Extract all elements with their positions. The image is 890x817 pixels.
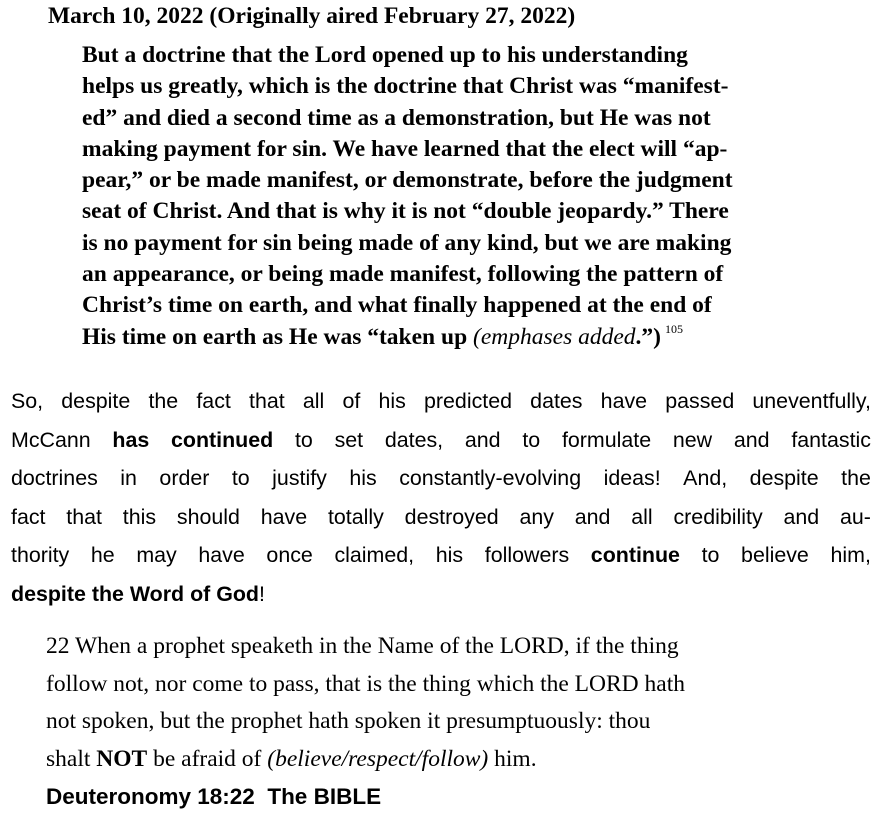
word: once bbox=[266, 543, 313, 568]
verse-text: him. bbox=[488, 745, 537, 772]
word: continue bbox=[590, 543, 680, 568]
word: followers bbox=[484, 543, 570, 568]
block-quote bbox=[82, 40, 862, 353]
word: the bbox=[841, 466, 871, 491]
word: this bbox=[122, 504, 157, 529]
word: And, bbox=[683, 466, 728, 491]
word: uneventfully, bbox=[752, 389, 871, 413]
quote-line: But a doctrine that the Lord opened up to his understanding bbox=[82, 42, 688, 68]
word: his bbox=[435, 543, 464, 568]
word: thority bbox=[11, 543, 70, 568]
word: totally bbox=[327, 504, 384, 529]
verse-text: shalt bbox=[46, 745, 97, 772]
word: So, bbox=[11, 389, 44, 413]
word: and bbox=[733, 427, 770, 452]
paragraph-line bbox=[11, 459, 871, 498]
word: to bbox=[294, 427, 313, 452]
quote-last-line bbox=[82, 322, 862, 353]
quote-line: Christ’s time on earth, and what finally happened at the end of bbox=[82, 292, 712, 319]
word: destroyed bbox=[404, 504, 499, 529]
word: fantastic bbox=[791, 427, 871, 452]
quote-line: making payment for sin. We have learned that the elect will “ap- bbox=[82, 135, 728, 162]
word: credibility bbox=[673, 504, 763, 529]
word: dates, bbox=[384, 427, 444, 452]
word: that bbox=[66, 504, 102, 529]
paragraph-line bbox=[11, 536, 871, 575]
verse-bold-not: NOT bbox=[96, 745, 148, 772]
word: any bbox=[519, 504, 554, 529]
paragraph-line bbox=[11, 421, 871, 460]
word: doctrines bbox=[11, 466, 98, 491]
exclamation: ! bbox=[258, 581, 265, 606]
word: have bbox=[600, 389, 648, 413]
quote-line: ed” and died a second time as a demonstration, but He was not bbox=[82, 104, 711, 131]
word: new bbox=[672, 427, 713, 452]
paragraph-line bbox=[11, 382, 871, 421]
word: formulate bbox=[561, 427, 652, 452]
quote-close: .”) bbox=[635, 323, 661, 350]
word: all bbox=[631, 504, 653, 529]
word: to bbox=[231, 466, 250, 491]
word: his bbox=[378, 389, 406, 413]
verse-line: 22 When a prophet speaketh in the Name of the LORD, if the thing bbox=[46, 633, 679, 659]
word: have bbox=[260, 504, 308, 529]
word: him, bbox=[830, 543, 871, 568]
paragraph-line bbox=[11, 575, 871, 614]
word: continued bbox=[171, 427, 274, 452]
word: of bbox=[342, 389, 361, 413]
verse-text: be afraid of bbox=[147, 745, 268, 772]
word: have bbox=[198, 543, 245, 568]
word: constantly-evolving bbox=[399, 466, 582, 491]
verse-line: follow not, nor come to pass, that is the thing which the LORD hath bbox=[46, 670, 685, 697]
quote-line: seat of Christ. And that is why it is not “double jeopardy.” There bbox=[82, 198, 729, 225]
word: dates bbox=[530, 389, 583, 413]
quote-line: is no payment for sin being made of any kind, but we are making bbox=[82, 229, 732, 256]
word: to bbox=[522, 427, 541, 452]
word: fact bbox=[11, 504, 46, 529]
bold-phrase: despite the Word of God bbox=[11, 581, 259, 606]
word: he bbox=[90, 543, 115, 568]
word: McCann bbox=[11, 427, 91, 452]
word: and bbox=[464, 427, 501, 452]
quote-line: helps us greatly, which is the doctrine that Christ was “manifest- bbox=[82, 73, 729, 100]
word: claimed, bbox=[334, 543, 415, 568]
word: despite bbox=[61, 389, 131, 413]
footnote-marker: 105 bbox=[665, 321, 683, 336]
body-paragraph bbox=[11, 382, 871, 614]
word: has bbox=[112, 427, 150, 452]
paragraph-line bbox=[11, 498, 871, 537]
verse-line bbox=[46, 741, 866, 779]
word: fact bbox=[196, 389, 231, 413]
word: despite bbox=[749, 466, 819, 491]
word: and bbox=[783, 504, 820, 529]
word: believe bbox=[741, 543, 809, 568]
word: order bbox=[159, 466, 210, 491]
word: set bbox=[334, 427, 364, 452]
word: the bbox=[148, 389, 179, 413]
quote-line: an appearance, or being made manifest, following the pattern of bbox=[82, 261, 724, 288]
word: ideas! bbox=[603, 466, 661, 491]
word: au- bbox=[839, 504, 871, 529]
word: all bbox=[302, 389, 325, 413]
word: justify bbox=[272, 466, 327, 491]
word: in bbox=[120, 466, 137, 491]
scripture-verse bbox=[46, 628, 866, 778]
word: to bbox=[701, 543, 720, 568]
word: and bbox=[574, 504, 611, 529]
quote-line: pear,” or be made manifest, or demonstrate, before the judgment bbox=[82, 167, 733, 194]
word: his bbox=[349, 466, 377, 491]
word: passed bbox=[665, 389, 735, 413]
word: may bbox=[136, 543, 177, 568]
verse-line: not spoken, but the prophet hath spoken it presumptuously: thou bbox=[46, 708, 651, 734]
quote-date-heading: March 10, 2022 (Originally aired February 27, 2022) bbox=[48, 3, 576, 29]
word: should bbox=[176, 504, 240, 529]
word: predicted bbox=[424, 389, 512, 413]
word: that bbox=[249, 389, 285, 413]
quote-last-text: His time on earth as He was “taken up bbox=[82, 323, 474, 350]
emphasis-note: (emphases added bbox=[473, 323, 636, 350]
verse-reference: Deuteronomy 18:22 The BIBLE bbox=[46, 784, 382, 809]
verse-italic-note: (believe/respect/follow) bbox=[267, 745, 489, 772]
